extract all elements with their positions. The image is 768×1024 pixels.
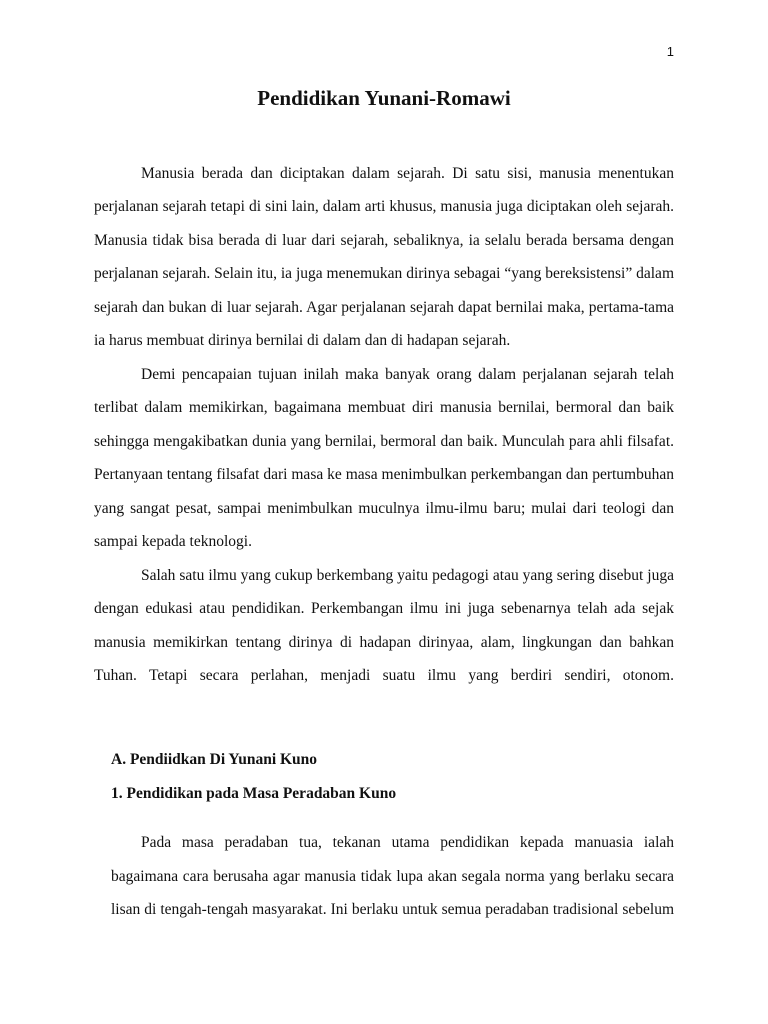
paragraph-2-line-2: terlibat dalam memikirkan, bagaimana membuat diri manusia bernilai, bermoral dan baik (94, 399, 674, 416)
paragraph-1-line-1: Manusia berada dan diciptakan dalam sejarah. Di satu sisi, manusia menentukan (141, 165, 674, 182)
paragraph-3-line-4: Tuhan. Tetapi secara perlahan, menjadi suatu ilmu yang berdiri sendiri, otonom. (94, 667, 674, 684)
subsection-heading-1: 1. Pendidikan pada Masa Peradaban Kuno (111, 785, 397, 802)
paragraph-4-line-1: Pada masa peradaban tua, tekanan utama pendidikan kepada manuasia ialah (141, 834, 674, 851)
paragraph-2-line-6: sampai kepada teknologi. (94, 533, 252, 550)
paragraph-2-line-5: yang sangat pesat, sampai menimbulkan muculnya ilmu-ilmu baru; mulai dari teologi dan (94, 500, 674, 517)
paragraph-3-line-1: Salah satu ilmu yang cukup berkembang yaitu pedagogi atau yang sering disebut juga (141, 567, 674, 584)
paragraph-3-line-2: dengan edukasi atau pendidikan. Perkembangan ilmu ini juga sebenarnya telah ada sejak (94, 600, 674, 617)
paragraph-1-line-2: perjalanan sejarah tetapi di sini lain, dalam arti khusus, manusia juga diciptakan oleh sejarah. (94, 198, 674, 215)
page-number: 1 (666, 44, 674, 59)
paragraph-3-line-3: manusia memikirkan tentang dirinya di hadapan dirinyaa, alam, lingkungan dan bahkan (94, 634, 674, 651)
paragraph-2-line-1: Demi pencapaian tujuan inilah maka banyak orang dalam perjalanan sejarah telah (141, 366, 674, 383)
paragraph-4-line-2: bagaimana cara berusaha agar manusia tidak lupa akan segala norma yang berlaku secara (111, 868, 674, 885)
paragraph-1-line-4: perjalanan sejarah. Selain itu, ia juga menemukan dirinya sebagai “yang bereksistensi” dalam (94, 265, 674, 282)
document-title: Pendidikan Yunani-Romawi (257, 86, 511, 110)
paragraph-1-line-5: sejarah dan bukan di luar sejarah. Agar perjalanan sejarah dapat bernilai maka, pertama-tama (94, 299, 674, 316)
paragraph-1-line-6: ia harus membuat dirinya bernilai di dalam dan di hadapan sejarah. (94, 332, 511, 349)
paragraph-2-line-4: Pertanyaan tentang filsafat dari masa ke masa menimbulkan perkembangan dan pertumbuhan (94, 466, 674, 483)
paragraph-2-line-3: sehingga mengakibatkan dunia yang bernilai, bermoral dan baik. Munculah para ahli filsafat. (94, 433, 674, 450)
paragraph-4-line-3: lisan di tengah-tengah masyarakat. Ini berlaku untuk semua peradaban tradisional sebelum (111, 901, 674, 918)
paragraph-1-line-3: Manusia tidak bisa berada di luar dari sejarah, sebaliknya, ia selalu berada bersama dengan (94, 232, 674, 249)
section-heading-a: A. Pendiidkan Di Yunani Kuno (111, 751, 318, 768)
